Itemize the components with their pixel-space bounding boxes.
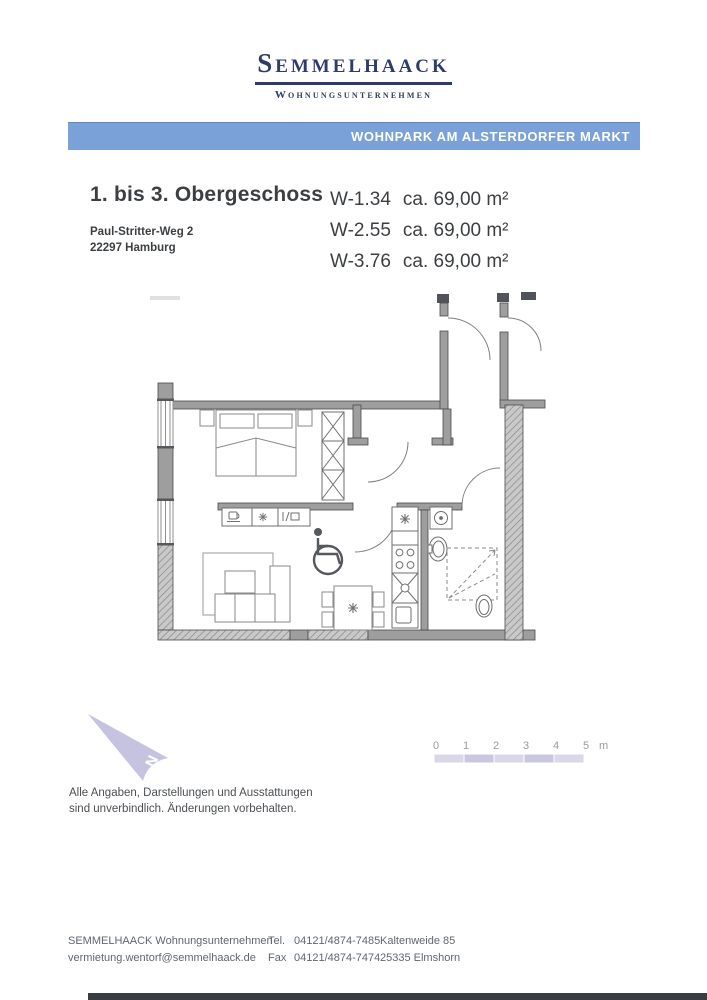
wardrobe	[322, 412, 344, 500]
kitchen-units	[392, 507, 418, 628]
top-right-door-arc	[508, 318, 541, 351]
apartment-area: ca. 69,00 m²	[402, 251, 509, 272]
footer-address-city: 25335 Elmshorn	[380, 952, 461, 964]
apartment-unit: W-3.76	[330, 251, 391, 272]
project-banner-label: WOHNPARK AM ALSTERDORFER MARKT	[351, 129, 630, 144]
scale-tick: 3	[522, 740, 530, 752]
stove	[392, 545, 418, 573]
sideboard	[222, 508, 310, 526]
disclaimer	[69, 785, 313, 817]
footer-fax-label: Fax	[268, 952, 287, 964]
wheelchair-icon	[314, 528, 342, 574]
table-plant-icon	[348, 603, 358, 613]
scale-tick: 1	[462, 740, 470, 752]
disclaimer-line1: Alle Angaben, Darstellungen und Ausstattungen	[69, 787, 313, 799]
vestibule-door-arc	[368, 442, 408, 482]
scale-tick: 4	[552, 740, 560, 752]
wall-end-caps	[437, 292, 536, 303]
disclaimer-line2: sind unverbindlich. Änderungen vorbehalten.	[69, 803, 297, 815]
footer-address-block	[380, 933, 460, 967]
dining-table	[322, 586, 384, 630]
scale-tick: 2	[492, 740, 500, 752]
north-label: N	[141, 752, 162, 770]
footer-email: vermietung.wentorf@semmelhaack.de	[68, 952, 256, 964]
apartment-area: ca. 69,00 m²	[402, 189, 509, 210]
address-street: Paul-Stritter-Weg 2	[90, 226, 194, 238]
window-left-living	[158, 500, 173, 545]
coffee-table	[225, 571, 255, 593]
footer-fax-row	[268, 950, 380, 967]
bathroom-fixtures	[428, 507, 497, 617]
footer-contact-block	[268, 933, 380, 967]
living-room-door-arc	[355, 510, 397, 552]
window-left-bedroom	[158, 400, 173, 448]
scale-tick: 5	[582, 740, 590, 752]
footer-tel-number: 04121/4874-7485	[294, 935, 381, 947]
dishwasher-icon	[400, 514, 410, 524]
north-arrow	[88, 714, 168, 781]
apartment-area: ca. 69,00 m²	[402, 220, 509, 241]
plant-icon	[259, 513, 268, 522]
footer-tel-label: Tel.	[268, 935, 286, 947]
company-logo-text: Semmelhaack	[255, 50, 452, 85]
washbasin	[428, 537, 447, 561]
apartment-unit: W-1.34	[330, 189, 391, 210]
apartment-unit: W-2.55	[330, 220, 391, 241]
scan-smudge	[150, 296, 180, 300]
kitchen-sink	[392, 573, 418, 603]
scale-bar	[433, 740, 608, 763]
address-city: 22297 Hamburg	[90, 242, 176, 254]
footer-fax-number: 04121/4874-7474	[294, 952, 381, 964]
double-bed	[200, 410, 312, 476]
base-cabinet	[392, 603, 418, 628]
scale-unit: m	[599, 740, 609, 752]
washing-machine	[430, 507, 452, 529]
footer-tel-row	[268, 933, 380, 950]
footer-address-street: Kaltenweide 85	[380, 935, 456, 947]
shower-turning-area	[447, 548, 497, 600]
floor-title: 1. bis 3. Obergeschoss	[90, 183, 324, 206]
toilet	[476, 595, 492, 617]
scale-tick: 0	[432, 740, 440, 752]
scan-edge-bar	[88, 993, 707, 1000]
bathroom-door-arc	[462, 468, 500, 506]
entry-door-arc	[448, 318, 490, 360]
footer-company: SEMMELHAACK Wohnungsunternehmen	[68, 935, 273, 947]
company-logo-subtitle: Wohnungsunternehmen	[274, 89, 433, 101]
footer-company-block	[68, 933, 273, 967]
counter	[392, 531, 418, 545]
